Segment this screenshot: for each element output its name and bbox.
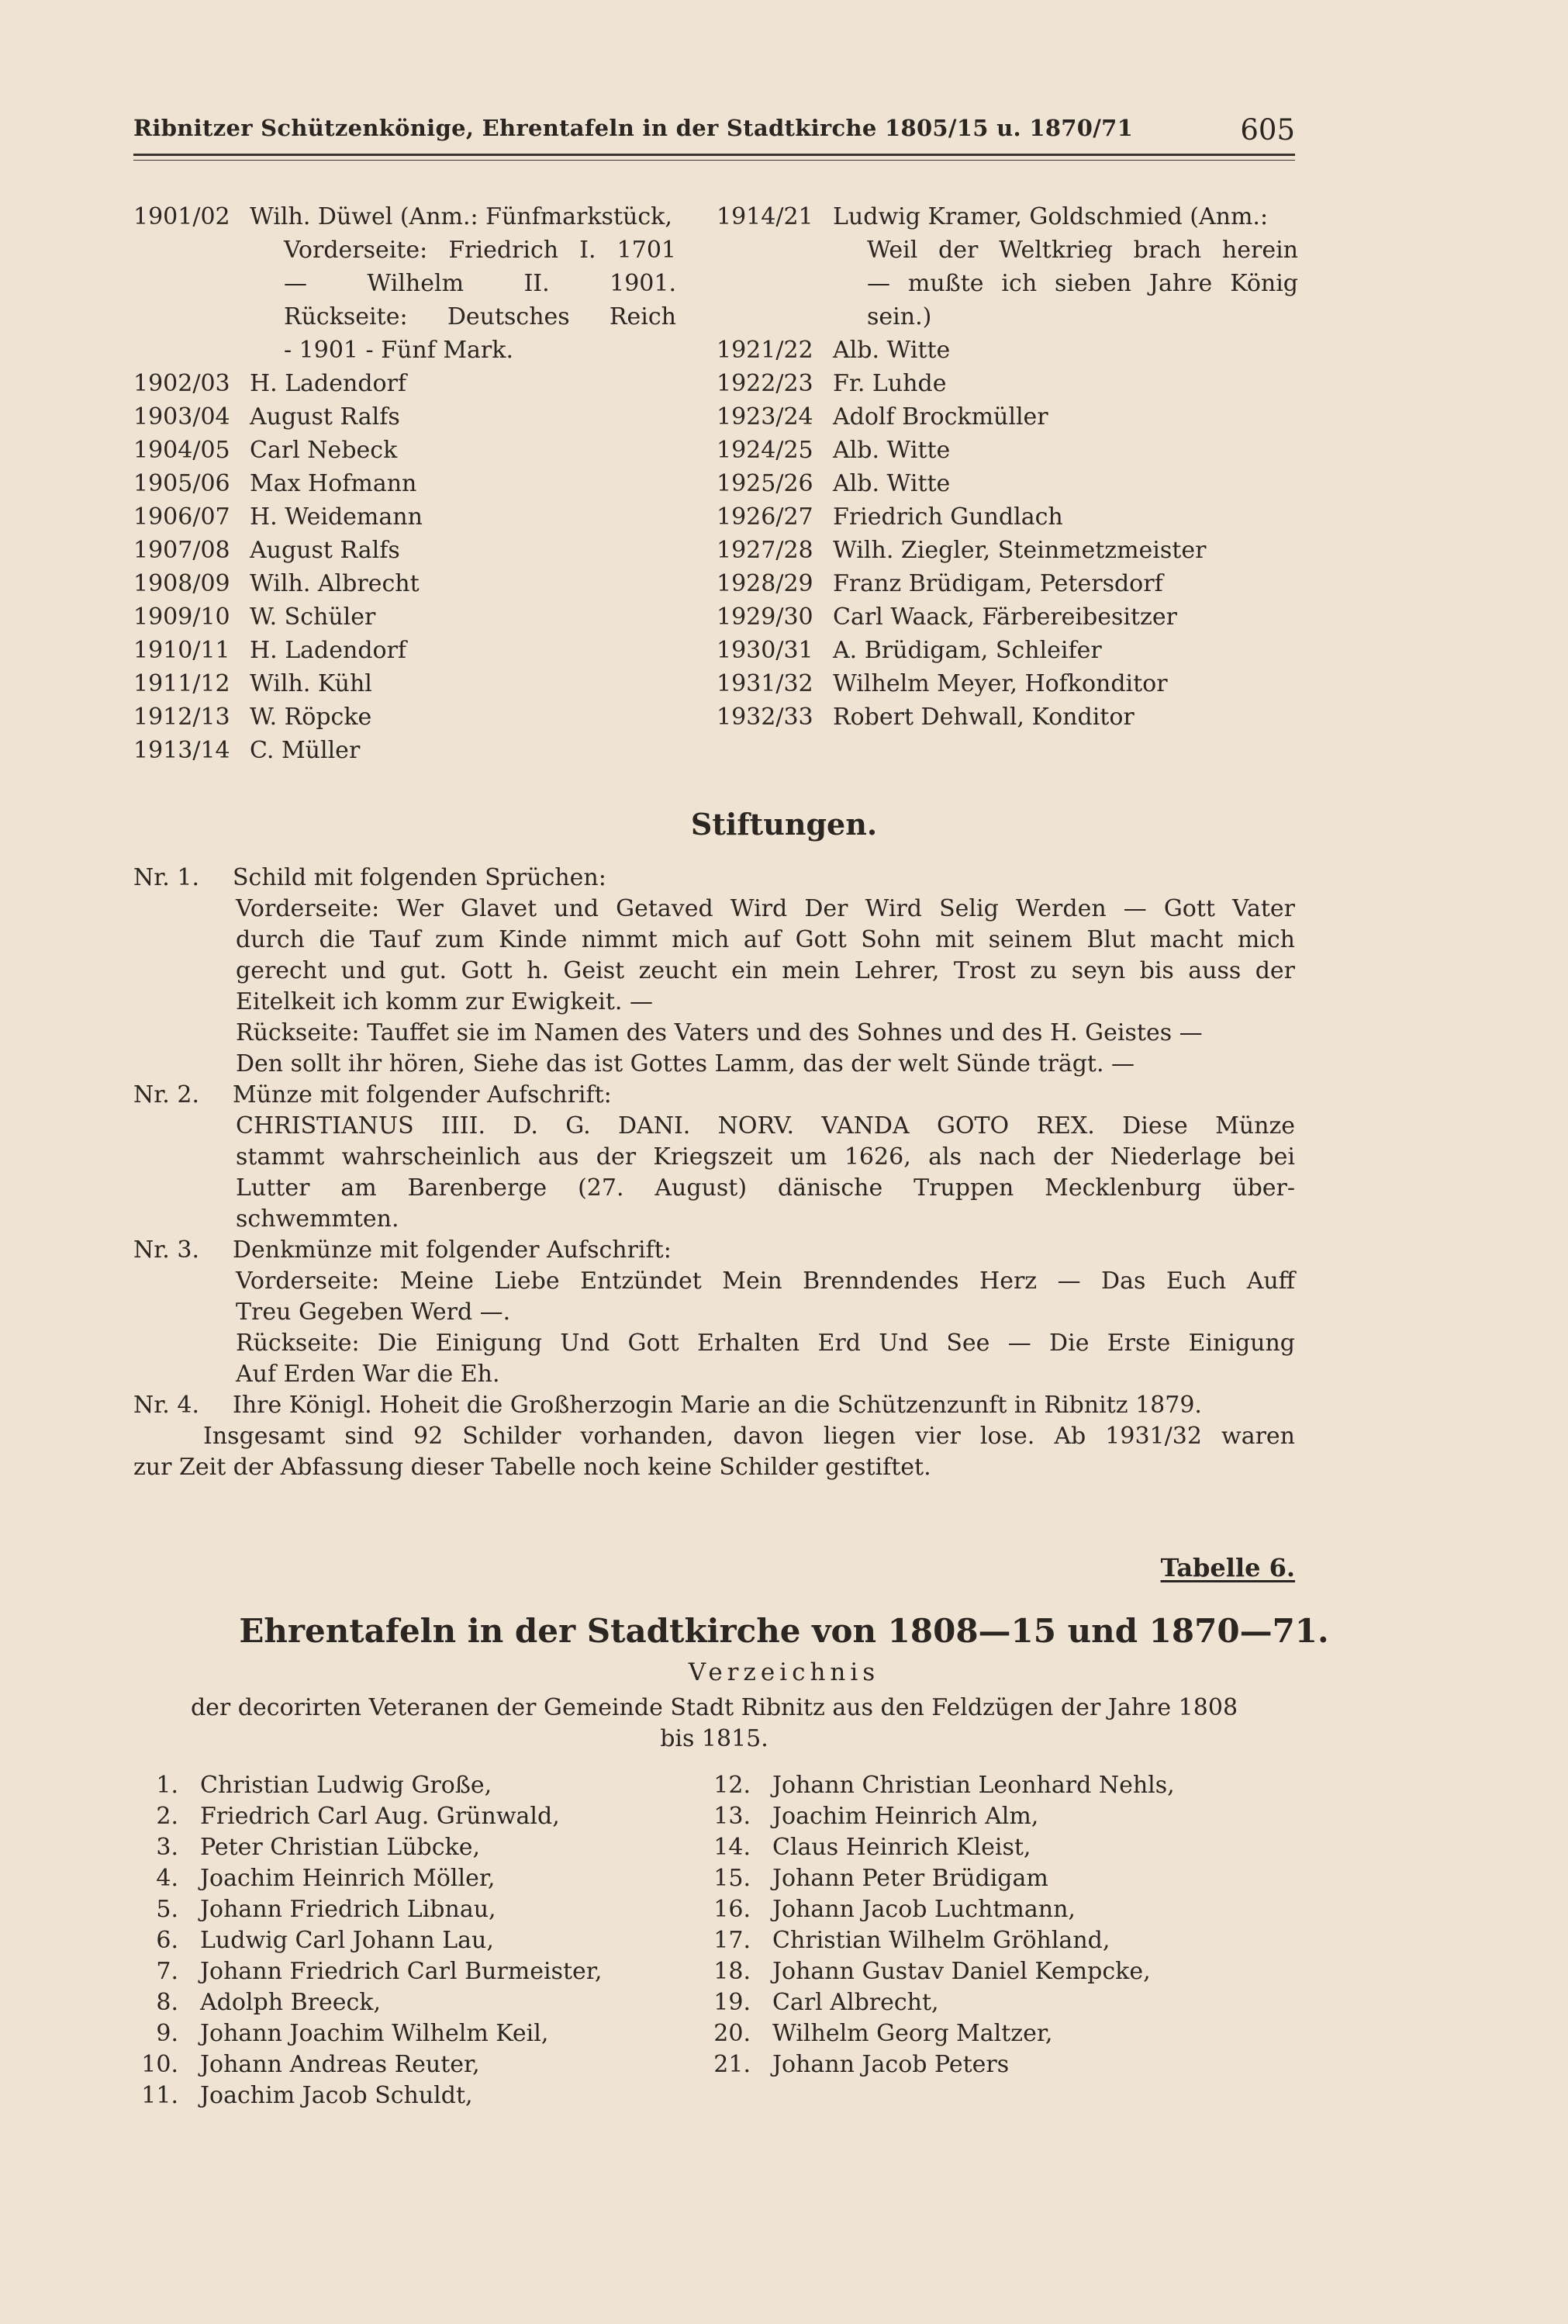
stiftung-text [233, 1390, 1295, 1421]
veteran-number: 9. [156, 2020, 178, 2047]
king-entry [717, 367, 1298, 400]
king-name [833, 334, 1298, 367]
stiftung-line: CHRISTIANUS IIII. D. G. DANI. NORV. VANDA GOTO REX. Diese Münze [236, 1112, 1295, 1140]
king-entry [133, 634, 676, 667]
stiftung-line: Rückseite: Die Einigung Und Gott Erhalten Erd Und See — Die Erste Einigung [236, 1330, 1295, 1357]
veteran-name: Joachim Heinrich Alm, [772, 1803, 1039, 1830]
veterans-list-left [133, 1770, 692, 2111]
king-name-line: H. Ladendorf [250, 370, 407, 397]
king-entry [717, 534, 1298, 567]
stiftung-number: Nr. 3. [133, 1236, 199, 1264]
king-name-line: Max Hofmann [250, 470, 417, 497]
king-name-line: H. Ladendorf [250, 637, 407, 664]
stiftung-item [133, 1390, 1295, 1421]
veteran-entry [133, 2049, 692, 2080]
veteran-number: 16. [713, 1896, 751, 1923]
running-header [133, 115, 1295, 154]
veteran-number: 1. [156, 1772, 178, 1799]
stiftung-text [233, 1235, 1295, 1390]
veteran-name: Christian Ludwig Große, [200, 1772, 492, 1799]
veteran-entry [706, 1801, 1295, 1832]
king-entry [133, 700, 676, 734]
veteran-number: 10. [141, 2051, 178, 2078]
stiftung-line: Eitelkeit ich komm zur Ewigkeit. — [236, 988, 653, 1015]
king-name [250, 200, 676, 367]
stiftung-line: Auf Erden War die Eh. [236, 1361, 500, 1388]
king-entry [717, 434, 1298, 467]
veteran-number: 20. [713, 2020, 751, 2047]
king-year: 1907/08 [133, 537, 230, 564]
king-entry [133, 467, 676, 500]
veteran-name: Johann Jacob Peters [772, 2051, 1010, 2078]
stiftung-line: durch die Tauf zum Kinde nimmt mich auf Gott Sohn mit seinem Blut macht mich [236, 926, 1295, 953]
veteran-entry [706, 2049, 1295, 2080]
stiftung-line: stammt wahrscheinlich aus der Kriegszeit um 1626, als nach der Niederlage bei [236, 1143, 1295, 1171]
king-name [250, 400, 676, 434]
king-year: 1931/32 [717, 670, 813, 697]
veteran-number: 17. [713, 1927, 751, 1954]
king-entry [717, 334, 1298, 367]
veteran-name: Joachim Jacob Schuldt, [200, 2082, 473, 2109]
king-name [250, 467, 676, 500]
table-label: Tabelle 6. [1160, 1553, 1295, 1582]
king-year: 1902/03 [133, 370, 230, 397]
veteran-name: Johann Friedrich Libnau, [200, 1896, 496, 1923]
king-name-line: Alb. Witte [833, 437, 951, 464]
king-name [250, 667, 676, 700]
king-name-line: — Wilhelm II. 1901. [284, 270, 676, 297]
king-name [833, 200, 1298, 334]
king-name [250, 700, 676, 734]
stiftung-text [233, 863, 1295, 1080]
stiftung-text [233, 1080, 1295, 1235]
veteran-number: 12. [713, 1772, 751, 1799]
king-year: 1930/31 [717, 637, 813, 664]
king-year: 1929/30 [717, 603, 813, 631]
veteran-entry [706, 2018, 1295, 2049]
veteran-name: Joachim Heinrich Möller, [200, 1865, 496, 1892]
king-name-line: Wilh. Düwel (Anm.: Fünfmarkstück, [250, 203, 672, 230]
stiftung-line: Schild mit folgenden Sprüchen: [233, 864, 606, 891]
stiftung-line: Treu Gegeben Werd —. [236, 1299, 511, 1326]
king-name [833, 400, 1298, 434]
veteran-entry [133, 2080, 692, 2111]
verzeichnis-heading: Verzeichnis [688, 1658, 880, 1686]
stiftung-number: Nr. 1. [133, 864, 199, 891]
veteran-name: Claus Heinrich Kleist, [772, 1834, 1031, 1861]
veteran-entry [133, 1801, 692, 1832]
king-name-line: August Ralfs [250, 403, 400, 431]
king-name [833, 600, 1298, 634]
king-year: 1911/12 [133, 670, 230, 697]
king-year: 1932/33 [717, 704, 813, 731]
veteran-name: Johann Joachim Wilhelm Keil, [200, 2020, 549, 2047]
stiftung-item [133, 1080, 1295, 1235]
stiftung-item [133, 863, 1295, 1080]
stiftungen-list [133, 863, 1295, 1421]
veteran-name: Johann Andreas Reuter, [200, 2051, 480, 2078]
king-name-line: Rückseite: Deutsches Reich [284, 303, 676, 330]
king-year: 1906/07 [133, 503, 230, 531]
king-entry [133, 534, 676, 567]
veteran-entry [133, 1770, 692, 1801]
king-year: 1914/21 [717, 203, 813, 230]
king-entry [717, 200, 1298, 334]
veteran-number: 8. [156, 1989, 178, 2016]
veteran-number: 6. [156, 1927, 178, 1954]
king-name-line: Alb. Witte [833, 470, 951, 497]
king-name [250, 500, 676, 534]
king-name [833, 534, 1298, 567]
veteran-entry [706, 1956, 1295, 1987]
king-name-line: August Ralfs [250, 537, 400, 564]
veteran-number: 15. [713, 1865, 751, 1892]
stiftung-line: Vorderseite: Meine Liebe Entzündet Mein Brenndendes Herz — Das Euch Auff [236, 1267, 1295, 1295]
veteran-number: 13. [713, 1803, 751, 1830]
king-name [250, 634, 676, 667]
king-year: 1904/05 [133, 437, 230, 464]
king-name [250, 367, 676, 400]
veteran-number: 21. [713, 2051, 751, 2078]
king-entry [133, 600, 676, 634]
king-year: 1925/26 [717, 470, 813, 497]
king-name [250, 434, 676, 467]
king-year: 1926/27 [717, 503, 813, 531]
veteran-entry [706, 1770, 1295, 1801]
king-entry [133, 667, 676, 700]
king-name [833, 367, 1298, 400]
king-entry [717, 567, 1298, 600]
veteran-name: Wilhelm Georg Maltzer, [772, 2020, 1053, 2047]
king-name-line: sein.) [867, 303, 932, 330]
subtitle-line: bis 1815. [660, 1725, 768, 1752]
stiftung-line: Den sollt ihr hören, Siehe das ist Gottes Lamm, das der welt Sünde trägt. — [236, 1050, 1135, 1077]
veteran-entry [706, 1894, 1295, 1925]
king-name-line: Vorderseite: Friedrich I. 1701 [284, 237, 676, 264]
veteran-name: Peter Christian Lübcke, [200, 1834, 480, 1861]
summary-line: zur Zeit der Abfassung dieser Tabelle noch keine Schilder gestiftet. [133, 1454, 931, 1481]
king-entry [717, 467, 1298, 500]
king-year: 1922/23 [717, 370, 813, 397]
veteran-number: 7. [156, 1958, 178, 1985]
veteran-name: Friedrich Carl Aug. Grünwald, [200, 1803, 560, 1830]
veteran-number: 5. [156, 1896, 178, 1923]
king-name-line: W. Röpcke [250, 704, 372, 731]
king-name-line: Carl Nebeck [250, 437, 398, 464]
king-entry [133, 200, 676, 367]
veteran-entry [706, 1832, 1295, 1863]
king-name-line: Robert Dehwall, Konditor [833, 704, 1135, 731]
veteran-number: 14. [713, 1834, 751, 1861]
veteran-entry [133, 1894, 692, 1925]
king-name [833, 700, 1298, 734]
king-name [250, 734, 676, 767]
king-name-line: W. Schüler [250, 603, 376, 631]
king-year: 1924/25 [717, 437, 813, 464]
king-year: 1928/29 [717, 570, 813, 597]
kings-list-right [717, 200, 1298, 734]
veteran-name: Ludwig Carl Johann Lau, [200, 1927, 494, 1954]
veteran-number: 18. [713, 1958, 751, 1985]
summary-line: Insgesamt sind 92 Schilder vorhanden, davon liegen vier lose. Ab 1931/32 waren [203, 1423, 1295, 1450]
veteran-entry [706, 1987, 1295, 2018]
king-year: 1923/24 [717, 403, 813, 431]
king-entry [133, 734, 676, 767]
stiftung-line: Denkmünze mit folgender Aufschrift: [233, 1236, 672, 1264]
king-name-line: C. Müller [250, 737, 361, 764]
king-name [833, 634, 1298, 667]
stiftungen-section [133, 863, 1295, 1483]
king-name-line: H. Weidemann [250, 503, 423, 531]
veteran-number: 2. [156, 1803, 178, 1830]
king-year: 1913/14 [133, 737, 230, 764]
king-entry [717, 700, 1298, 734]
king-year: 1912/13 [133, 704, 230, 731]
king-year: 1921/22 [717, 337, 813, 364]
king-year: 1908/09 [133, 570, 230, 597]
king-entry [133, 434, 676, 467]
summary-paragraph [133, 1421, 1295, 1483]
king-entry [717, 634, 1298, 667]
king-year: 1910/11 [133, 637, 230, 664]
veteran-entry [133, 1987, 692, 2018]
king-entry [717, 500, 1298, 534]
stiftung-line: Lutter am Barenberge (27. August) dänische Truppen Mecklenburg über- [236, 1174, 1295, 1202]
king-name-line: Franz Brüdigam, Petersdorf [833, 570, 1163, 597]
veteran-name: Johann Friedrich Carl Burmeister, [200, 1958, 603, 1985]
veterans-list-right [706, 1770, 1295, 2080]
king-entry [133, 400, 676, 434]
veteran-number: 3. [156, 1834, 178, 1861]
king-entry [717, 600, 1298, 634]
veteran-name: Johann Jacob Luchtmann, [772, 1896, 1076, 1923]
kings-list-left [133, 200, 676, 767]
header-rule-thin [133, 160, 1295, 161]
king-name-line: Wilh. Albrecht [250, 570, 420, 597]
section-subtitle [133, 1693, 1295, 1755]
king-entry [133, 367, 676, 400]
veteran-entry [133, 2018, 692, 2049]
king-name-line: Friedrich Gundlach [833, 503, 1063, 531]
king-name [833, 467, 1298, 500]
king-name-line: Fr. Luhde [833, 370, 947, 397]
king-name-line: Wilh. Kühl [250, 670, 372, 697]
king-year: 1903/04 [133, 403, 230, 431]
king-name-line: Wilhelm Meyer, Hofkonditor [833, 670, 1168, 697]
section-title: Ehrentafeln in der Stadtkirche von 1808—15 und 1870—71. [239, 1612, 1329, 1650]
king-name-line: Alb. Witte [833, 337, 951, 364]
veteran-name: Adolph Breeck, [200, 1989, 381, 2016]
stiftung-line: schwemmten. [236, 1205, 399, 1233]
king-entry [717, 667, 1298, 700]
king-name-line: Wilh. Ziegler, Steinmetzmeister [833, 537, 1207, 564]
veteran-number: 11. [141, 2082, 178, 2109]
veteran-entry [706, 1925, 1295, 1956]
veteran-entry [133, 1863, 692, 1894]
king-name [250, 534, 676, 567]
subtitle-line: der decorirten Veteranen der Gemeinde Stadt Ribnitz aus den Feldzügen der Jahre 1808 [190, 1694, 1238, 1721]
king-entry [133, 500, 676, 534]
stiftung-line: Vorderseite: Wer Glavet und Getaved Wird Der Wird Selig Werden — Gott Vater [236, 895, 1295, 922]
veteran-number: 4. [156, 1865, 178, 1892]
king-entry [133, 567, 676, 600]
king-year: 1905/06 [133, 470, 230, 497]
king-year: 1901/02 [133, 203, 230, 230]
king-name-line: - 1901 - Fünf Mark. [284, 337, 513, 364]
king-name [250, 567, 676, 600]
stiftung-number: Nr. 2. [133, 1081, 199, 1108]
veteran-name: Johann Christian Leonhard Nehls, [772, 1772, 1175, 1799]
stiftung-line: Münze mit folgender Aufschrift: [233, 1081, 612, 1108]
veteran-entry [706, 1863, 1295, 1894]
king-name-line: Ludwig Kramer, Goldschmied (Anm.: [833, 203, 1269, 230]
veteran-entry [133, 1925, 692, 1956]
header-rule [133, 154, 1295, 156]
stiftung-line: Ihre Königl. Hoheit die Großherzogin Marie an die Schützenzunft in Ribnitz 1879. [233, 1392, 1202, 1419]
king-name [250, 600, 676, 634]
king-year: 1909/10 [133, 603, 230, 631]
king-name [833, 434, 1298, 467]
stiftung-line: Rückseite: Tauffet sie im Namen des Vaters und des Sohnes und des H. Geistes — [236, 1019, 1203, 1046]
king-name-line: Weil der Weltkrieg brach herein [867, 237, 1298, 264]
veteran-name: Carl Albrecht, [772, 1989, 939, 2016]
king-name [833, 567, 1298, 600]
king-name-line: Carl Waack, Färbereibesitzer [833, 603, 1177, 631]
header-title: Ribnitzer Schützenkönige, Ehrentafeln in der Stadtkirche 1805/15 u. 1870/71 [133, 115, 1134, 141]
veteran-name: Johann Gustav Daniel Kempcke, [772, 1958, 1151, 1985]
stiftung-line: gerecht und gut. Gott h. Geist zeucht ein mein Lehrer, Trost zu seyn bis auss der [236, 957, 1295, 984]
stiftung-number: Nr. 4. [133, 1392, 199, 1419]
king-entry [717, 400, 1298, 434]
stiftungen-heading: Stiftungen. [690, 807, 878, 842]
stiftung-item [133, 1235, 1295, 1390]
king-name [833, 500, 1298, 534]
veteran-entry [133, 1832, 692, 1863]
king-name-line: A. Brüdigam, Schleifer [833, 637, 1102, 664]
king-year: 1927/28 [717, 537, 813, 564]
veteran-name: Johann Peter Brüdigam [772, 1865, 1048, 1892]
king-name-line: — mußte ich sieben Jahre König [867, 270, 1298, 297]
king-name-line: Adolf Brockmüller [833, 403, 1048, 431]
king-name [833, 667, 1298, 700]
veteran-name: Christian Wilhelm Gröhland, [772, 1927, 1110, 1954]
veteran-entry [133, 1956, 692, 1987]
page-number: 605 [1240, 113, 1295, 147]
veteran-number: 19. [713, 1989, 751, 2016]
